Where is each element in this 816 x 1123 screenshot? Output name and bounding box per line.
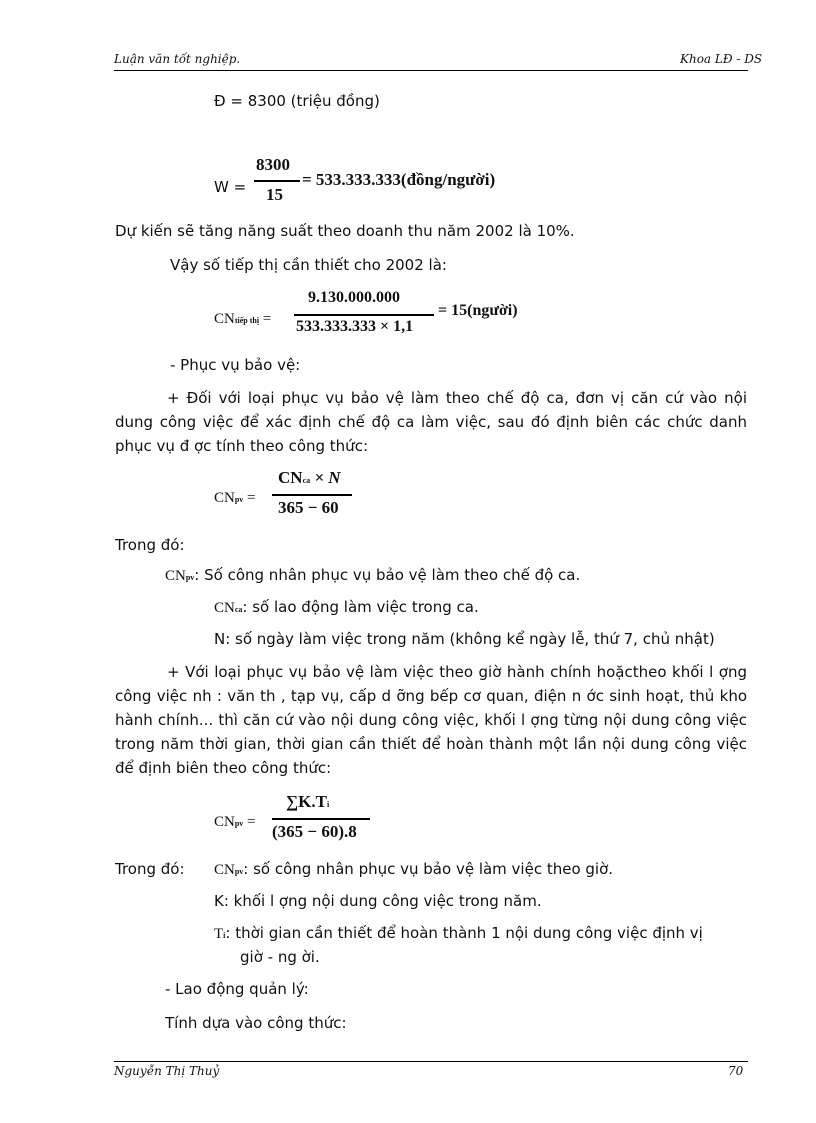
- formula-note: Tính dựa vào công thức:: [165, 1014, 347, 1032]
- pv1-label: CNpv =: [214, 490, 256, 506]
- cn-result: = 15(người): [438, 302, 518, 319]
- cn-denominator: 533.333.333 × 1,1: [296, 318, 414, 335]
- office-paragraph: + Với loại phục vụ bảo vệ làm việc theo giờ hành chính hoặctheo khối l ợng công việc nh : văn th , tạp vụ, cấp d ỡng bếp cơ quan, điện n ớc sinh hoạt, thủ kho hành chính... thì căn cứ vào nội dung công việc, khối l ợng từng nội dung công việc trong năm thời gian, thời gian cần thiết để hoàn thành một lần nội dung công việc để định biên theo công thức:: [115, 663, 747, 777]
- def-ti-continued: giờ - ng ời.: [240, 948, 320, 966]
- cn-fraction-bar: [294, 314, 434, 316]
- def-cnca: CNca: số lao động làm việc trong ca.: [214, 598, 479, 616]
- header-rule: [114, 70, 748, 71]
- pv2-label: CNpv =: [214, 814, 256, 830]
- w-denominator: 15: [266, 185, 283, 204]
- def-ti: Ti: thời gian cần thiết để hoàn thành 1 nội dung công việc định vị: [214, 924, 703, 942]
- pv1-numerator: CNca × N: [278, 468, 341, 487]
- forecast-text: Dự kiến sẽ tăng năng suất theo doanh thu năm 2002 là 10%.: [115, 222, 575, 240]
- def-n: N: số ngày làm việc trong năm (không kể ngày lễ, thứ 7, chủ nhật): [214, 630, 715, 648]
- def-cnpv-2: CNpv: số công nhân phục vụ bảo vệ làm việc theo giờ.: [214, 860, 614, 878]
- pv2-fraction-bar: [272, 818, 370, 820]
- pv1-denominator: 365 − 60: [278, 498, 339, 517]
- header-right: Khoa LĐ - DS: [680, 52, 763, 66]
- w-result: = 533.333.333(đồng/người): [302, 170, 496, 189]
- cn-numerator: 9.130.000.000: [308, 289, 400, 306]
- manage-heading: - Lao động quản lý:: [165, 980, 309, 998]
- d-value: Đ = 8300 (triệu đồng): [214, 92, 380, 110]
- pv1-fraction-bar: [272, 494, 352, 496]
- footer-rule: [114, 1061, 748, 1062]
- where-2: Trong đó:: [115, 860, 185, 878]
- protect-paragraph: + Đối với loại phục vụ bảo vệ làm theo chế độ ca, đơn vị căn cứ vào nội dung công việc để xác định chế độ ca làm việc, sau đó định biên các chức danh phục vụ đ ợc tính theo công thức:: [115, 389, 747, 455]
- cn-subscript: tiếp thị: [234, 316, 260, 325]
- def-cnpv: CNpv: Số công nhân phục vụ bảo vệ làm theo chế độ ca.: [165, 566, 581, 584]
- where-1: Trong đó:: [115, 536, 185, 554]
- need-text: Vậy số tiếp thị cần thiết cho 2002 là:: [170, 256, 447, 274]
- w-label: W =: [214, 178, 247, 196]
- protect-heading: - Phục vụ bảo vệ:: [170, 356, 301, 374]
- cn-label: CNtiếp thị =: [214, 311, 272, 327]
- w-numerator: 8300: [256, 155, 290, 174]
- header-left: Luận văn tốt nghiệp.: [114, 52, 241, 66]
- w-fraction-bar: [254, 180, 300, 182]
- def-k: K: khối l ợng nội dung công việc trong năm.: [214, 892, 542, 910]
- footer-author: Nguyễn Thị Thuỷ: [114, 1064, 220, 1078]
- pv2-numerator: ∑K.Ti: [286, 792, 330, 811]
- page-number: 70: [728, 1064, 744, 1078]
- pv2-denominator: (365 − 60).8: [272, 822, 357, 841]
